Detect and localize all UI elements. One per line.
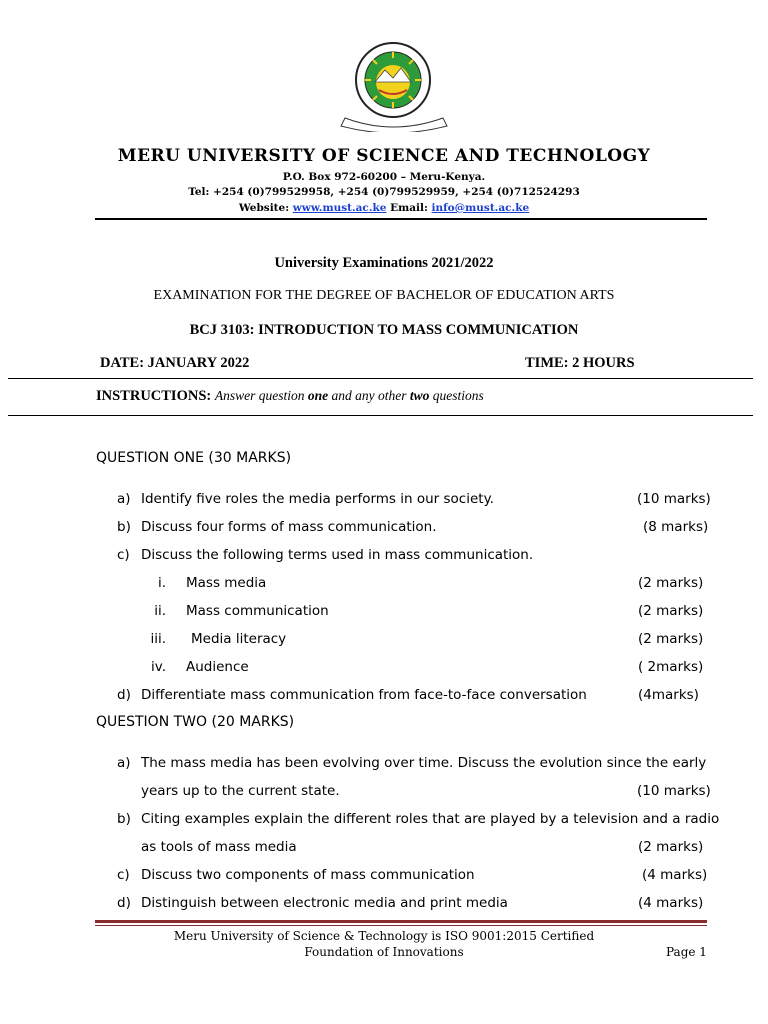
header-rule bbox=[95, 218, 707, 220]
q1c-i-text: Mass media bbox=[186, 575, 267, 591]
q2d-label: d) bbox=[117, 895, 131, 911]
university-name: MERU UNIVERSITY OF SCIENCE AND TECHNOLOGY bbox=[117, 146, 651, 166]
q1c-iii-marks: (2 marks) bbox=[638, 631, 704, 647]
po-box: P.O. Box 972-60200 – Meru-Kenya. bbox=[282, 171, 486, 183]
info-rule-top bbox=[8, 378, 753, 379]
q1c-ii-label: ii. bbox=[154, 603, 166, 619]
course-title: BCJ 3103: INTRODUCTION TO MASS COMMUNICATION bbox=[189, 322, 579, 338]
q1c-iv-label: iv. bbox=[151, 659, 166, 675]
q2c-label: c) bbox=[117, 867, 130, 883]
q1c-iii-text: Media literacy bbox=[191, 631, 287, 647]
q2b-marks: (2 marks) bbox=[638, 839, 704, 855]
q1d-marks: (4marks) bbox=[638, 687, 699, 703]
q1c-iv-marks: ( 2marks) bbox=[638, 659, 704, 675]
instructions bbox=[96, 388, 484, 405]
instructions-label: INSTRUCTIONS: bbox=[96, 388, 212, 404]
page-number: Page 1 bbox=[666, 945, 707, 959]
q1c-ii-text: Mass communication bbox=[186, 603, 329, 619]
q1b-text: Discuss four forms of mass communication. bbox=[141, 519, 437, 535]
q1b-label: b) bbox=[117, 519, 131, 535]
q1b-marks: (8 marks) bbox=[643, 519, 709, 535]
contacts-line bbox=[0, 202, 768, 214]
q1c-text: Discuss the following terms used in mass communication. bbox=[141, 547, 534, 563]
telephone: Tel: +254 (0)799529958, +254 (0)799529959, +254 (0)712524293 bbox=[188, 186, 580, 198]
q1a-text: Identify five roles the media performs in our society. bbox=[141, 491, 494, 507]
instructions-text-3: questions bbox=[429, 388, 484, 403]
question-one-title: QUESTION ONE (30 MARKS) bbox=[96, 450, 292, 466]
q2c-text: Discuss two components of mass communication bbox=[141, 867, 475, 883]
footer-certification: Meru University of Science & Technology is ISO 9001:2015 Certified bbox=[173, 929, 595, 943]
q2c-marks: (4 marks) bbox=[642, 867, 708, 883]
footer-motto: Foundation of Innovations bbox=[304, 945, 464, 959]
q2b-text: Citing examples explain the different roles that are played by a television and a radio bbox=[141, 811, 720, 827]
q2d-marks: (4 marks) bbox=[638, 895, 704, 911]
exam-date: DATE: JANUARY 2022 bbox=[100, 355, 250, 371]
instructions-text-2: and any other bbox=[328, 388, 410, 403]
website-label: Website: bbox=[238, 202, 290, 214]
degree-line: EXAMINATION FOR THE DEGREE OF BACHELOR OF EDUCATION ARTS bbox=[153, 288, 615, 303]
q1a-label: a) bbox=[117, 491, 131, 507]
q2b-label: b) bbox=[117, 811, 131, 827]
email-link[interactable]: info@must.ac.ke bbox=[431, 202, 530, 214]
q2b-text-cont: as tools of mass media bbox=[141, 839, 297, 855]
q1d-text: Differentiate mass communication from face-to-face conversation bbox=[141, 687, 587, 703]
q1c-i-marks: (2 marks) bbox=[638, 575, 704, 591]
q1c-i-label: i. bbox=[157, 575, 166, 591]
q1a-marks: (10 marks) bbox=[637, 491, 711, 507]
q2a-marks: (10 marks) bbox=[637, 783, 711, 799]
q2d-text: Distinguish between electronic media and print media bbox=[141, 895, 508, 911]
footer-rule-thick bbox=[95, 920, 707, 923]
question-two-title: QUESTION TWO (20 MARKS) bbox=[96, 714, 295, 730]
exam-time: TIME: 2 HOURS bbox=[525, 355, 635, 371]
q1c-iii-label: iii. bbox=[150, 631, 166, 647]
q2a-text: The mass media has been evolving over time. Discuss the evolution since the early bbox=[141, 755, 707, 771]
q1d-label: d) bbox=[117, 687, 131, 703]
instructions-text-1: Answer question bbox=[214, 388, 308, 403]
q1c-ii-marks: (2 marks) bbox=[638, 603, 704, 619]
website-link[interactable]: www.must.ac.ke bbox=[292, 202, 387, 214]
q1c-label: c) bbox=[117, 547, 130, 563]
info-rule-bottom bbox=[8, 415, 753, 416]
q1c-iv-text: Audience bbox=[186, 659, 249, 675]
exam-year: University Examinations 2021/2022 bbox=[274, 255, 494, 271]
q2a-label: a) bbox=[117, 755, 131, 771]
instructions-one: one bbox=[307, 388, 329, 403]
footer-rule-thin bbox=[95, 925, 707, 926]
q2a-text-cont: years up to the current state. bbox=[141, 783, 340, 799]
instructions-two: two bbox=[409, 388, 430, 403]
university-logo bbox=[335, 40, 455, 132]
email-label: Email: bbox=[390, 202, 428, 214]
